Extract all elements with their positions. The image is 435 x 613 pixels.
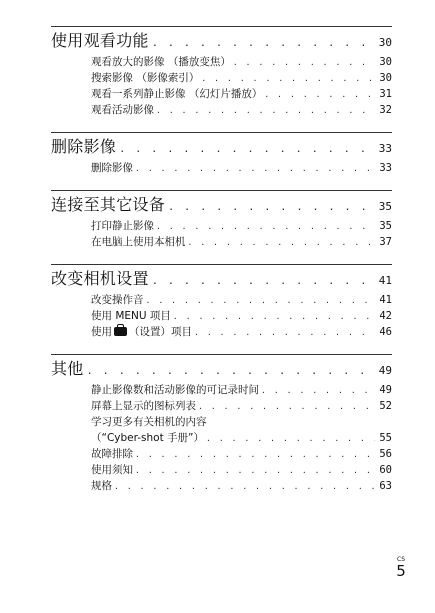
dot-leader: [156, 222, 375, 231]
toc-entry-page: 42: [379, 310, 392, 322]
section-divider: [51, 264, 392, 265]
toc-entry[interactable]: [91, 102, 392, 118]
dot-leader: [264, 90, 375, 99]
dot-leader: [173, 312, 375, 321]
toc-entry[interactable]: [91, 292, 392, 308]
dot-leader: [188, 238, 376, 247]
toc-entry-title: 故障排除: [91, 448, 133, 460]
toc-entry-page: 56: [379, 448, 392, 460]
toc-entry-page: 33: [379, 162, 392, 174]
toc-entry[interactable]: [91, 70, 392, 86]
toc-entry-title: 静止影像数和活动影像的可记录时间: [91, 384, 259, 396]
toc-entry-title: 学习更多有关相机的内容: [91, 416, 207, 428]
toc-heading-page: 49: [378, 364, 392, 377]
dot-leader: [152, 276, 375, 287]
toc-entry-page: 31: [379, 88, 392, 100]
dot-leader: [206, 434, 375, 443]
toc-heading[interactable]: [51, 28, 392, 53]
toc-heading-page: 41: [378, 274, 392, 287]
toc-heading-page: 35: [378, 200, 392, 213]
toc-entry-page: 37: [379, 236, 392, 248]
toc-entry-title: [91, 324, 192, 339]
toc-entry-title: 使用 MENU 项目: [91, 310, 171, 322]
toc-entry-page: 55: [379, 432, 392, 444]
toc-section-viewing: [51, 26, 392, 118]
toc-entry-page: 35: [379, 220, 392, 232]
toc-entry[interactable]: [91, 382, 392, 398]
toc-entry-title: 搜索影像 （影像索引）: [91, 72, 200, 84]
toc-entry-title: 改变操作音: [91, 294, 144, 306]
toc-entry[interactable]: [91, 218, 392, 234]
toc-heading[interactable]: [51, 356, 392, 381]
toc-entry[interactable]: [91, 308, 392, 324]
toc-section-other: [51, 354, 392, 494]
toc-heading-title: 连接至其它设备: [51, 195, 166, 214]
toc-heading-page: 30: [378, 36, 392, 49]
dot-leader: [198, 402, 375, 411]
toc-entry-title: 打印静止影像: [91, 220, 154, 232]
toc-entry[interactable]: [91, 414, 392, 430]
toc-entry-page: 49: [379, 384, 392, 396]
toc-heading-title: 使用观看功能: [51, 31, 149, 50]
toc-entry[interactable]: [91, 446, 392, 462]
toc-entry-title: 删除影像: [91, 162, 133, 174]
toc-entry[interactable]: [91, 478, 392, 494]
toc-section-settings: [51, 264, 392, 340]
toc-heading-title: 其他: [51, 359, 84, 378]
toc-entry-title: 使用须知: [91, 464, 133, 476]
section-divider: [51, 354, 392, 355]
dot-leader: [156, 106, 375, 115]
toc-entry-title: 观看放大的影像 （播放变焦）: [91, 56, 231, 68]
toc-entry-title: 规格: [91, 480, 112, 492]
toc-heading[interactable]: [51, 192, 392, 217]
toc-entry[interactable]: [91, 324, 392, 340]
toc-entry-title: 屏幕上显示的图标列表: [91, 400, 196, 412]
section-divider: [51, 190, 392, 191]
dot-leader: [119, 144, 375, 155]
toc-entry[interactable]: [91, 234, 392, 250]
toolbox-icon: [114, 327, 127, 336]
toc-entry-page: 32: [379, 104, 392, 116]
section-divider: [51, 26, 392, 27]
dot-leader: [135, 466, 375, 475]
toc-entry-page: 30: [379, 56, 392, 68]
dot-leader: [146, 296, 376, 305]
dot-leader: [152, 38, 375, 49]
section-divider: [51, 132, 392, 133]
toc-entry-page: 63: [379, 480, 392, 492]
toc-entry[interactable]: [91, 160, 392, 176]
page-number: 5: [396, 562, 406, 580]
dot-leader: [261, 386, 375, 395]
toc-entry[interactable]: [91, 86, 392, 102]
toc-heading-page: 33: [378, 142, 392, 155]
toc-entry-page: 60: [379, 464, 392, 476]
toc-section-connect: [51, 190, 392, 250]
toc-entry-title: （“Cyber-shot 手册”）: [91, 432, 204, 444]
toc-entry-title: 观看一系列静止影像 （幻灯片播放）: [91, 88, 263, 100]
toc-heading-title: 改变相机设置: [51, 269, 149, 288]
dot-leader: [135, 450, 375, 459]
toc-entry-page: 46: [379, 326, 392, 338]
dot-leader: [114, 482, 375, 491]
toc-entry[interactable]: [91, 398, 392, 414]
toc-entry-title-after: （设置）项目: [129, 326, 192, 338]
dot-leader: [87, 366, 375, 377]
page-footer: [394, 556, 408, 579]
toc-entry-title-before: 使用: [91, 326, 112, 338]
toc-entry[interactable]: [91, 54, 392, 70]
dot-leader: [194, 328, 375, 337]
dot-leader: [168, 202, 375, 213]
toc-section-delete: [51, 132, 392, 176]
language-code: CS: [397, 556, 405, 563]
toc-entry-page: 41: [379, 294, 392, 306]
toc-entry-title: 在电脑上使用本相机: [91, 236, 186, 248]
toc-entry[interactable]: [91, 430, 392, 446]
toc-heading-title: 删除影像: [51, 137, 117, 156]
toc-heading[interactable]: [51, 134, 392, 159]
toc-entry-page: 52: [379, 400, 392, 412]
dot-leader: [135, 164, 375, 173]
toc-entry-page: 30: [379, 72, 392, 84]
dot-leader: [233, 58, 376, 67]
toc-entry[interactable]: [91, 462, 392, 478]
table-of-contents: [51, 26, 392, 494]
dot-leader: [201, 74, 375, 83]
toc-heading[interactable]: [51, 266, 392, 291]
toc-entry-title: 观看活动影像: [91, 104, 154, 116]
